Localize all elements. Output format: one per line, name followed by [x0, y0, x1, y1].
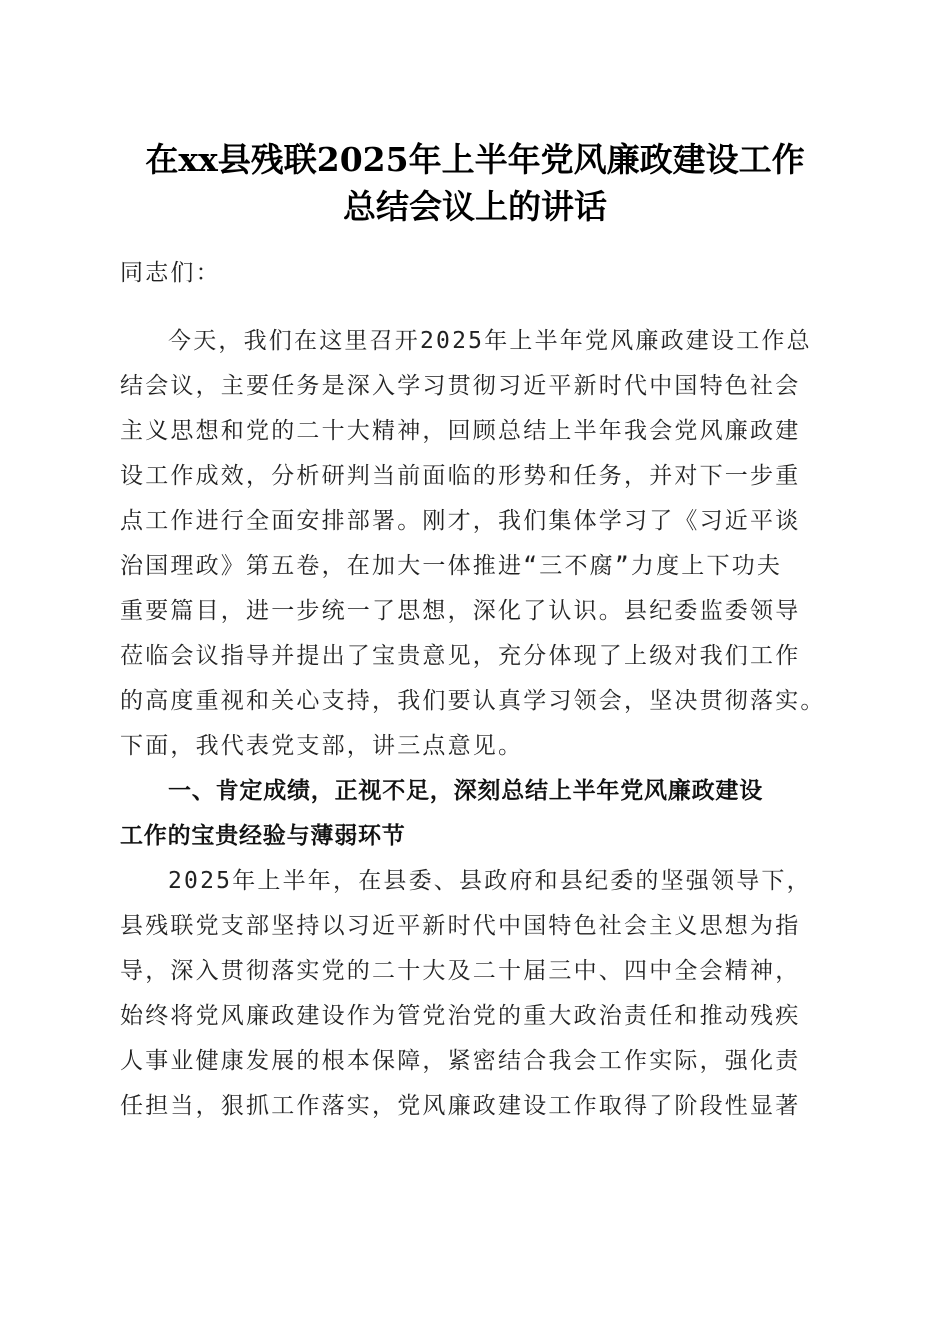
paragraph-line: 设工作成效，分析研判当前面临的形势和任务，并对下一步重 — [120, 463, 801, 489]
document-title-line-2: 总结会议上的讲话 — [343, 187, 607, 226]
paragraph-line: 主义思想和党的二十大精神，回顾总结上半年我会党风廉政建 — [120, 418, 801, 444]
paragraph-line: 县残联党支部坚持以习近平新时代中国特色社会主义思想为指 — [120, 913, 801, 939]
paragraph-line: 人事业健康发展的根本保障，紧密结合我会工作实际，强化责 — [120, 1048, 801, 1074]
paragraph-line: 治国理政》第五卷，在加大一体推进“三不腐”力度上下功夫 — [120, 553, 783, 579]
paragraph-line: 结会议，主要任务是深入学习贯彻习近平新时代中国特色社会 — [120, 373, 801, 399]
paragraph-line: 任担当，狠抓工作落实，党风廉政建设工作取得了阶段性显著 — [120, 1093, 801, 1119]
paragraph-line: 莅临会议指导并提出了宝贵意见，充分体现了上级对我们工作 — [120, 643, 801, 669]
section-heading-line: 工作的宝贵经验与薄弱环节 — [120, 823, 406, 849]
paragraph-line: 今天，我们在这里召开2025年上半年党风廉政建设工作总 — [168, 328, 812, 354]
salutation: 同志们： — [120, 260, 221, 286]
section-heading-line: 一、肯定成绩，正视不足，深刻总结上半年党风廉政建设 — [168, 778, 763, 804]
paragraph-line: 重要篇目，进一步统一了思想，深化了认识。县纪委监委领导 — [120, 598, 801, 624]
paragraph-line: 点工作进行全面安排部署。刚才，我们集体学习了《习近平谈 — [120, 508, 801, 534]
paragraph-line: 始终将党风廉政建设作为管党治党的重大政治责任和推动残疾 — [120, 1003, 801, 1029]
paragraph-line: 下面，我代表党支部，讲三点意见。 — [120, 733, 524, 759]
paragraph-line: 2025年上半年，在县委、县政府和县纪委的坚强领导下， — [168, 868, 812, 894]
paragraph-line: 的高度重视和关心支持，我们要认真学习领会，坚决贯彻落实。 — [120, 688, 826, 714]
document-title-line-1: 在xx县残联2025年上半年党风廉政建设工作 — [145, 140, 805, 179]
paragraph-line: 导，深入贯彻落实党的二十大及二十届三中、四中全会精神， — [120, 958, 801, 984]
